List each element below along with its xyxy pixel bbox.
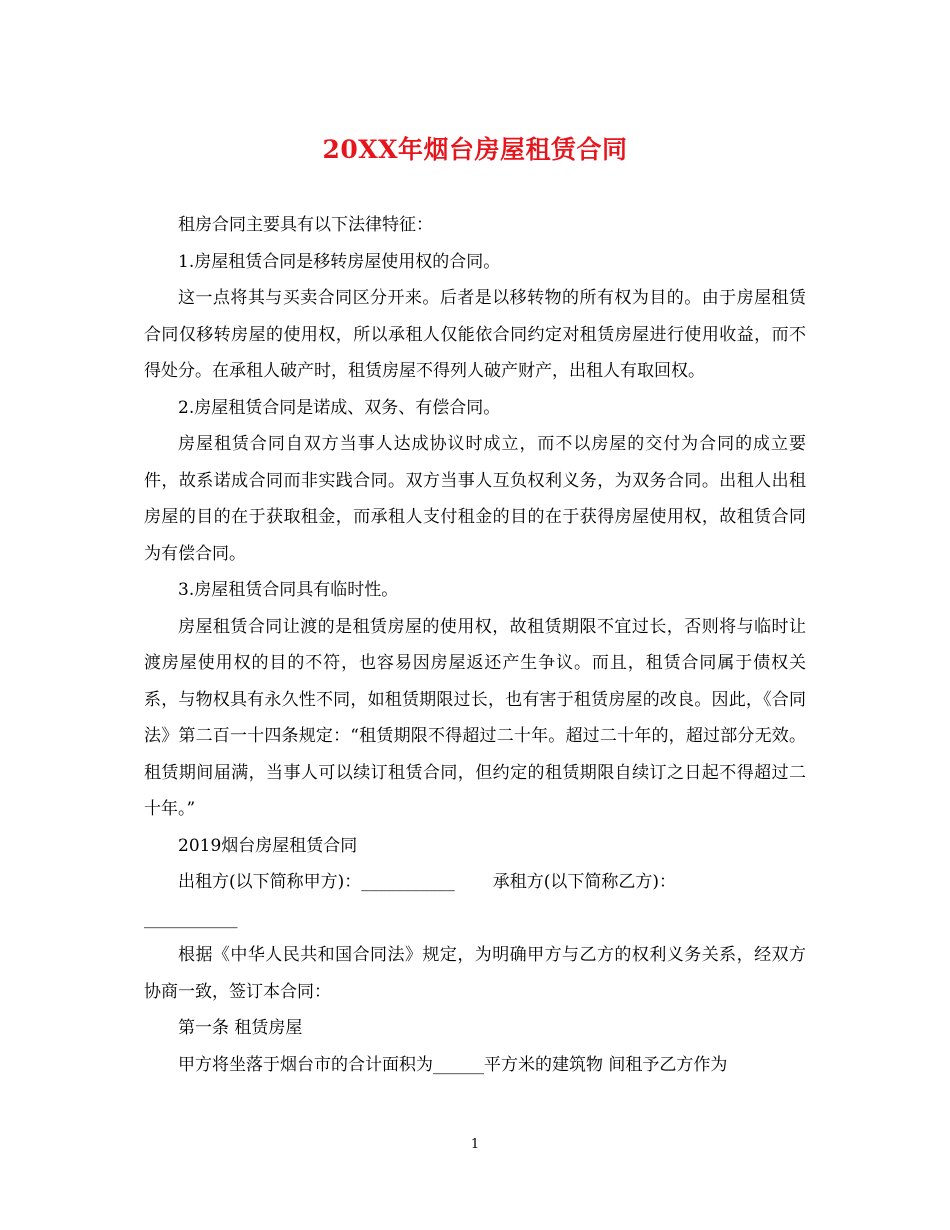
paragraph-feature-3-heading: 3.房屋租赁合同具有临时性。 — [178, 580, 399, 600]
lessee-blank-line — [144, 901, 806, 938]
paragraph-intro: 租房合同主要具有以下法律特征： — [178, 215, 433, 235]
document-title: 20XX年烟台房屋租赁合同 — [322, 135, 628, 164]
lessee-label: 承租方(以下简称乙方)： — [492, 872, 677, 892]
paragraph-preamble: 根据《中华人民共和国合同法》规定，为明确甲方与乙方的权利义务关系，经双方协商一致，签订本合同： — [144, 945, 806, 1002]
paragraph-feature-2-body: 房屋租赁合同自双方当事人达成协议时成立，而不以房屋的交付为合同的成立要件，故系诺成合同而非实践合同。双方当事人互负权利义务，为双务合同。出租人出租房屋的目的在于获取租金，而承租人支付租金的目的在于获得房屋使用权，故租赁合同为有偿合同。 — [144, 434, 806, 564]
paragraph-feature-1-heading: 1.房屋租赁合同是移转房屋使用权的合同。 — [178, 251, 501, 272]
contract-subtitle: 2019烟台房屋租赁合同 — [178, 835, 358, 856]
paragraph-feature-1-body: 这一点将其与买卖合同区分开来。后者是以移转物的所有权为目的。由于房屋租赁合同仅移转房屋的使用权，所以承租人仅能依合同约定对租赁房屋进行使用收益，而不得处分。在承租人破产时，租赁房屋不得列人破产财产，出租人有取回权。 — [144, 288, 806, 381]
lessor-label: 出租方(以下简称甲方)： — [178, 872, 362, 892]
paragraph-feature-2-heading: 2.房屋租赁合同是诺成、双务、有偿合同。 — [178, 397, 501, 418]
lessee-blank: ___________ — [144, 908, 238, 929]
article-1-heading: 第一条 租赁房屋 — [178, 1018, 303, 1038]
document-body — [144, 207, 806, 1083]
page-number: 1 — [470, 1137, 480, 1152]
lessor-blank: ___________ — [361, 872, 455, 892]
parties-line — [144, 864, 806, 901]
paragraph-feature-3-body: 房屋租赁合同让渡的是租赁房屋的使用权，故租赁期限不宜过长，否则将与临时让渡房屋使用权的目的不符，也容易因房屋返还产生争议。而且，租赁合同属于债权关系，与物权具有永久性不同，如租赁期限过长，也有害于租赁房屋的改良。因此，《合同法》第二百一十四条规定：“租赁期限不得超过二十年。超过二十年的，超过部分无效。租赁期间届满，当事人可以续订租赁合同，但约定的租赁期限自续订之日起不得超过二十年。” — [144, 616, 806, 819]
article-1-body: 甲方将坐落于烟台市的合计面积为______平方米的建筑物 间租予乙方作为 — [178, 1054, 728, 1075]
